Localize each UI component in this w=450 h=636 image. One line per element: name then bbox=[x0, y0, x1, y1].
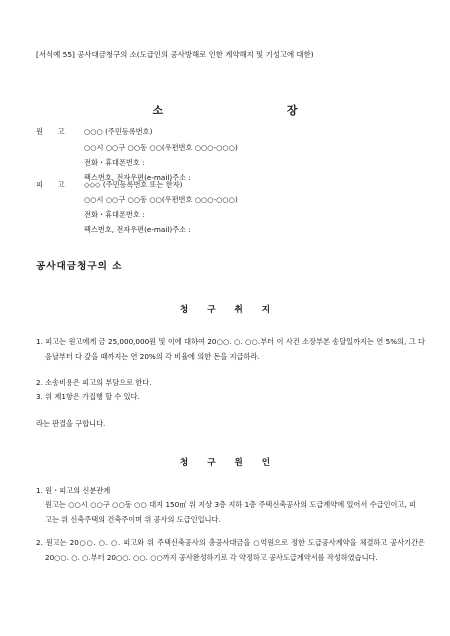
defendant-name: ◇◇◇ (주민등록번호 또는 한자) bbox=[84, 180, 183, 189]
claim-purpose-closing: 라는 판결을 구합니다. bbox=[36, 419, 106, 428]
plaintiff-address: ○○시 ○○구 ○○동 ○○(우편번호 ○○○-○○○) bbox=[84, 143, 238, 152]
claim-purpose-item-2: 2. 소송비용은 피고의 부담으로 한다. bbox=[36, 378, 152, 387]
case-name: 공사대금청구의 소 bbox=[36, 261, 123, 272]
defendant-address: ○○시 ○○구 ○○동 ○○(우편번호 ○○○-○○○) bbox=[84, 195, 238, 204]
plaintiff-fax-email: 팩스번호, 전자우편(e-mail)주소 : bbox=[84, 173, 191, 182]
form-header: [서식예 55] 공사대금청구의 소(도급인의 공사방해로 인한 계약해지 및 기성고에 대한) bbox=[36, 50, 314, 59]
claim-purpose-heading: 청 구 취 지 bbox=[179, 305, 279, 315]
defendant-label: 피 고 bbox=[36, 180, 71, 189]
plaintiff-phone: 전화・휴대폰번호 : bbox=[84, 158, 145, 167]
claim-purpose-item-1: 1. 피고는 원고에게 금 25,000,000원 및 이에 대하여 20○○. ○. ○○.부터 이 사건 소장부본 송달일까지는 연 5%의, 그 다음날부터 다 갚을 때까지는 연 20%의 각 비율에 의한 돈을 지급하라. bbox=[36, 337, 425, 361]
document-title: 소 장 bbox=[152, 104, 358, 117]
defendant-fax-email: 팩스번호, 전자우편(e-mail)주소 : bbox=[84, 225, 191, 234]
plaintiff-label: 원 고 bbox=[36, 127, 71, 136]
claim-cause-heading: 청 구 원 인 bbox=[179, 458, 279, 468]
claim-cause-item-1-body: 원고는 ○○시 ○○구 ○○동 ○○ 대지 150㎡ 위 지상 3층 지하 1층 주택신축공사의 도급계약에 있어서 수급인이고, 피고는 위 신축주택의 건축주이며 위 공사의 도급인입니다. bbox=[45, 500, 416, 524]
plaintiff-name: ○○○ (주민등록번호) bbox=[84, 127, 153, 136]
claim-purpose-item-3: 3. 위 제1항은 가집행 할 수 있다. bbox=[36, 392, 140, 401]
claim-cause-item-2: 2. 원고는 20○○. ○. ○. 피고와 위 주택신축공사의 총공사대금을 ○억원으로 정한 도급공사계약을 체결하고 공사기간은 20○○. ○. ○.부터 20○○. ○○. ○○까지 공사완성하기로 각 약정하고 공사도급계약서를 작성하였습니다. bbox=[36, 538, 425, 562]
claim-cause-item-1-title: 1. 원・피고의 신분관계 bbox=[36, 486, 111, 495]
defendant-phone: 전화・휴대폰번호 : bbox=[84, 210, 145, 219]
